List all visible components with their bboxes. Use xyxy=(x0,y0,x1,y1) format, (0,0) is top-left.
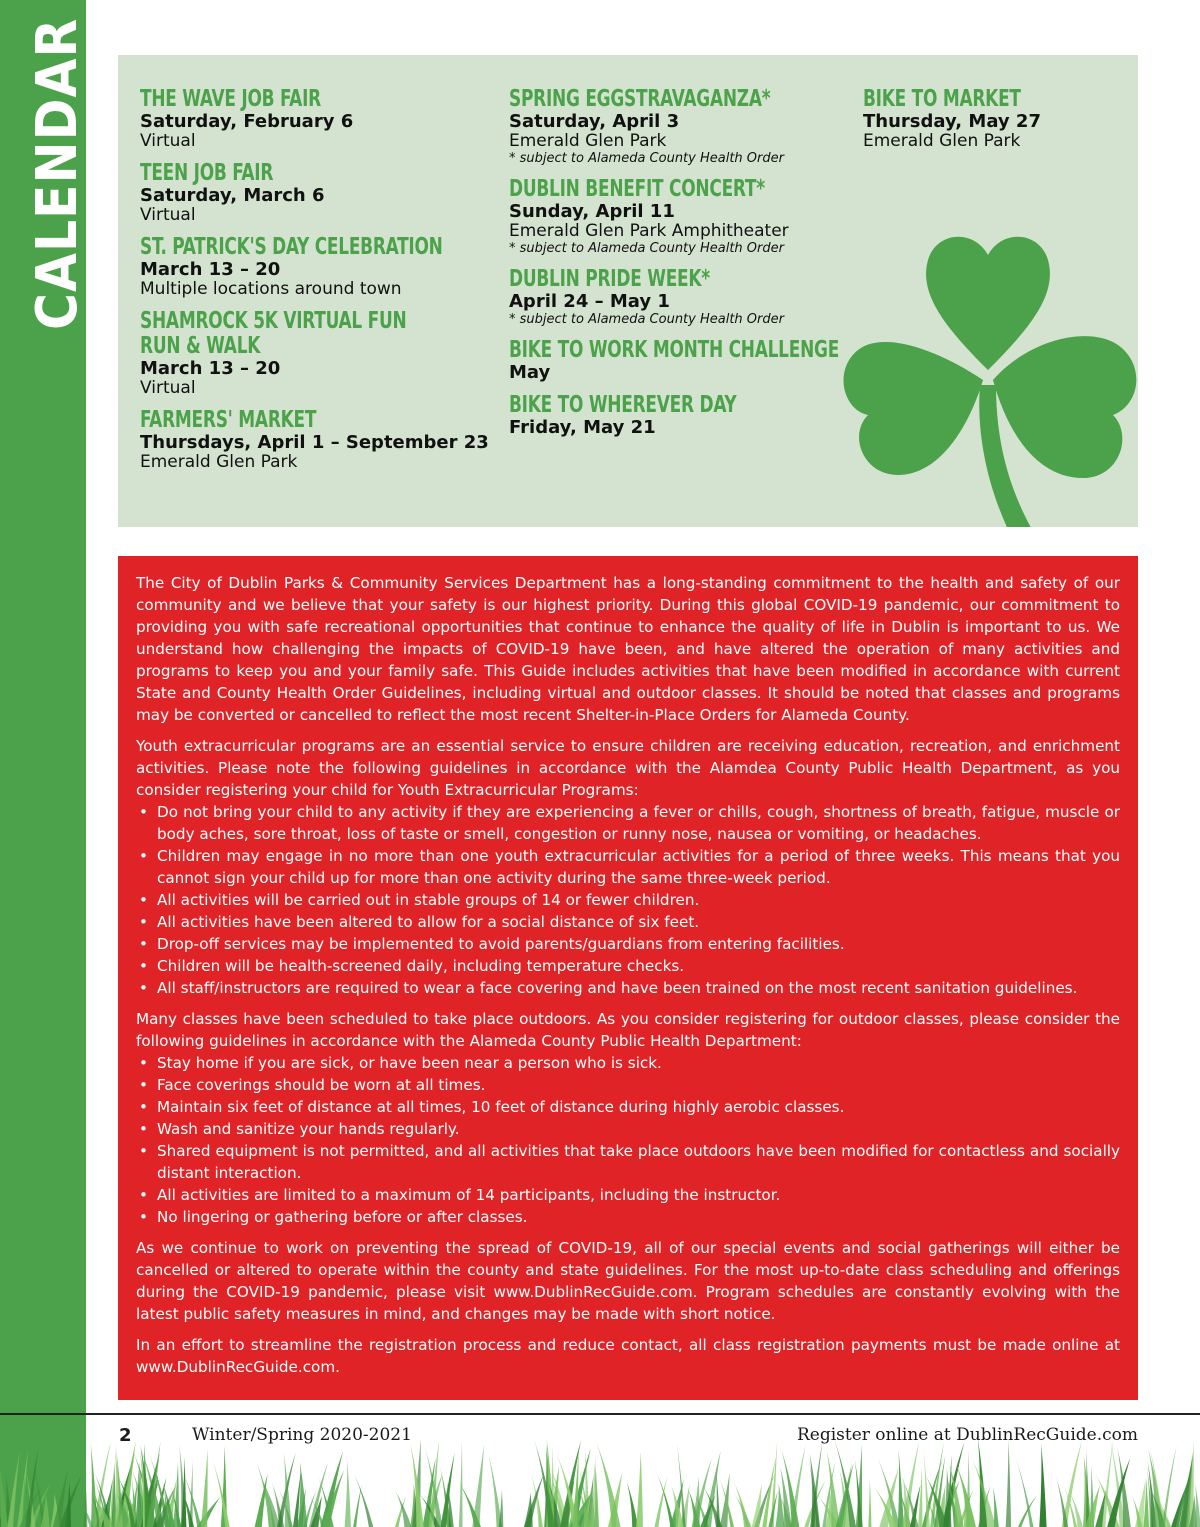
list-item: • Wash and sanitize your hands regularly. xyxy=(136,1118,1120,1140)
event-date: Saturday, April 3 xyxy=(509,111,680,132)
event-item xyxy=(140,161,490,225)
event-title: BIKE TO WHEREVER DAY xyxy=(509,392,737,418)
notice-paragraph: Youth extracurricular programs are an essential service to ensure children are receiving education, recreation, and enrichment activities. Please note the following guidelines in accordance with the Alamdea County Public Health Department, as you consider registering your child for Youth Extracurricular Programs: xyxy=(136,737,1120,799)
event-title: THE WAVE JOB FAIR xyxy=(140,86,321,112)
notice-paragraph: Many classes have been scheduled to take place outdoors. As you consider registering for outdoor classes, please consider the following guidelines in accordance with the Alameda County Public Health Department: xyxy=(136,1010,1120,1050)
event-item xyxy=(509,87,839,167)
events-panel xyxy=(118,55,1138,527)
event-date: Friday, May 21 xyxy=(509,417,656,438)
event-location: Emerald Glen Park Amphitheater xyxy=(509,221,789,241)
event-item xyxy=(140,408,490,472)
event-location: Virtual xyxy=(140,131,196,151)
list-item: • Stay home if you are sick, or have been near a person who is sick. xyxy=(136,1052,1120,1074)
page-number: 2 xyxy=(119,1425,132,1446)
footer-divider xyxy=(0,1413,1200,1415)
event-item xyxy=(509,177,839,257)
section-title-vertical: CALENDAR xyxy=(25,17,90,330)
event-location: Emerald Glen Park xyxy=(140,452,298,472)
event-title: BIKE TO WORK MONTH CHALLENGE xyxy=(509,337,840,363)
event-date: May xyxy=(509,362,551,383)
notice-paragraph: In an effort to streamline the registration process and reduce contact, all class registration payments must be made online at www.DublinRecGuide.com. xyxy=(136,1336,1120,1376)
list-item: • No lingering or gathering before or after classes. xyxy=(136,1206,1120,1228)
event-item xyxy=(509,338,839,383)
covid-notice xyxy=(118,556,1138,1400)
list-item: • All activities will be carried out in stable groups of 14 or fewer children. xyxy=(136,889,1120,911)
event-title: DUBLIN PRIDE WEEK* xyxy=(509,266,710,292)
event-location: Emerald Glen Park xyxy=(863,131,1021,151)
season-label: Winter/Spring 2020-2021 xyxy=(192,1425,412,1445)
list-item: • Children will be health-screened daily, including temperature checks. xyxy=(136,955,1120,977)
list-item: • Do not bring your child to any activity if they are experiencing a fever or chills, cough, shortness of breath, fatigue, muscle or body aches, sore throat, loss of taste or smell, congestion or runny nose, nausea or vomiting, or headaches. xyxy=(136,801,1120,845)
list-item: • All activities have been altered to allow for a social distance of six feet. xyxy=(136,911,1120,933)
event-title: DUBLIN BENEFIT CONCERT* xyxy=(509,176,765,202)
event-title: SHAMROCK 5K VIRTUAL FUN RUN & WALK xyxy=(140,308,407,359)
events-column-3 xyxy=(863,87,1133,161)
event-date: Thursday, May 27 xyxy=(863,111,1041,132)
youth-guidelines-list xyxy=(136,801,1120,999)
event-date: Saturday, March 6 xyxy=(140,185,325,206)
event-item xyxy=(509,393,839,438)
event-item xyxy=(140,235,490,299)
event-date: Saturday, February 6 xyxy=(140,111,354,132)
event-title: SPRING EGGSTRAVAGANZA* xyxy=(509,86,771,112)
list-item: • Children may engage in no more than one youth extracurricular activities for a period of three weeks. This means that you cannot sign your child up for more than one activity during the same three-week period. xyxy=(136,845,1120,889)
event-note: * subject to Alameda County Health Order xyxy=(509,312,784,327)
grass-decoration xyxy=(0,1440,1200,1527)
event-title: ST. PATRICK'S DAY CELEBRATION xyxy=(140,234,443,260)
event-location: Emerald Glen Park xyxy=(509,131,667,151)
shamrock-icon xyxy=(828,220,1138,527)
notice-paragraph: As we continue to work on preventing the spread of COVID-19, all of our special events and social gatherings will either be cancelled or altered to operate within the county and state guidelines. For the most up-to-date class scheduling and offerings during the COVID-19 pandemic, please visit www.DublinRecGuide.com. Program schedules are constantly evolving with the latest public safety measures in mind, and changes may be made with short notice. xyxy=(136,1239,1120,1323)
event-title: TEEN JOB FAIR xyxy=(140,160,274,186)
event-date: Thursdays, April 1 – September 23 xyxy=(140,432,489,453)
register-link-text: Register online at DublinRecGuide.com xyxy=(796,1425,1138,1445)
events-column-2 xyxy=(509,87,839,448)
outdoor-guidelines-list xyxy=(136,1052,1120,1228)
event-location: Multiple locations around town xyxy=(140,279,402,299)
event-note: * subject to Alameda County Health Order xyxy=(509,151,784,166)
event-item xyxy=(140,87,490,151)
notice-paragraph: The City of Dublin Parks & Community Services Department has a long-standing commitment to the health and safety of our community and we believe that your safety is our highest priority. During this global COVID-19 pandemic, our commitment to providing you with safe recreational opportunities that continue to enhance the quality of life in Dublin is important to us. We understand how challenging the impacts of COVID-19 have been, and have altered the operation of many activities and programs to keep you and your family safe. This Guide includes activities that have been modified in accordance with current State and County Health Order Guidelines, including virtual and outdoor classes. It should be noted that classes and programs may be converted or cancelled to reflect the most recent Shelter-in-Place Orders for Alameda County. xyxy=(136,574,1120,724)
event-note: * subject to Alameda County Health Order xyxy=(509,241,784,256)
event-date: March 13 – 20 xyxy=(140,358,281,379)
event-item xyxy=(140,309,490,398)
event-location: Virtual xyxy=(140,205,196,225)
list-item: • Face coverings should be worn at all times. xyxy=(136,1074,1120,1096)
list-item: • Maintain six feet of distance at all times, 10 feet of distance during highly aerobic classes. xyxy=(136,1096,1120,1118)
event-title: FARMERS' MARKET xyxy=(140,407,317,433)
event-title: BIKE TO MARKET xyxy=(863,86,1021,112)
events-column-1 xyxy=(140,87,490,482)
event-date: March 13 – 20 xyxy=(140,259,281,280)
event-item xyxy=(863,87,1133,151)
event-date: Sunday, April 11 xyxy=(509,201,675,222)
event-date: April 24 – May 1 xyxy=(509,291,670,312)
list-item: • All staff/instructors are required to wear a face covering and have been trained on the most recent sanitation guidelines. xyxy=(136,977,1120,999)
list-item: • All activities are limited to a maximum of 14 participants, including the instructor. xyxy=(136,1184,1120,1206)
event-item xyxy=(509,267,839,328)
list-item: • Drop-off services may be implemented to avoid parents/guardians from entering facilities. xyxy=(136,933,1120,955)
event-location: Virtual xyxy=(140,378,196,398)
list-item: • Shared equipment is not permitted, and all activities that take place outdoors have been modified for contactless and socially distant interaction. xyxy=(136,1140,1120,1184)
